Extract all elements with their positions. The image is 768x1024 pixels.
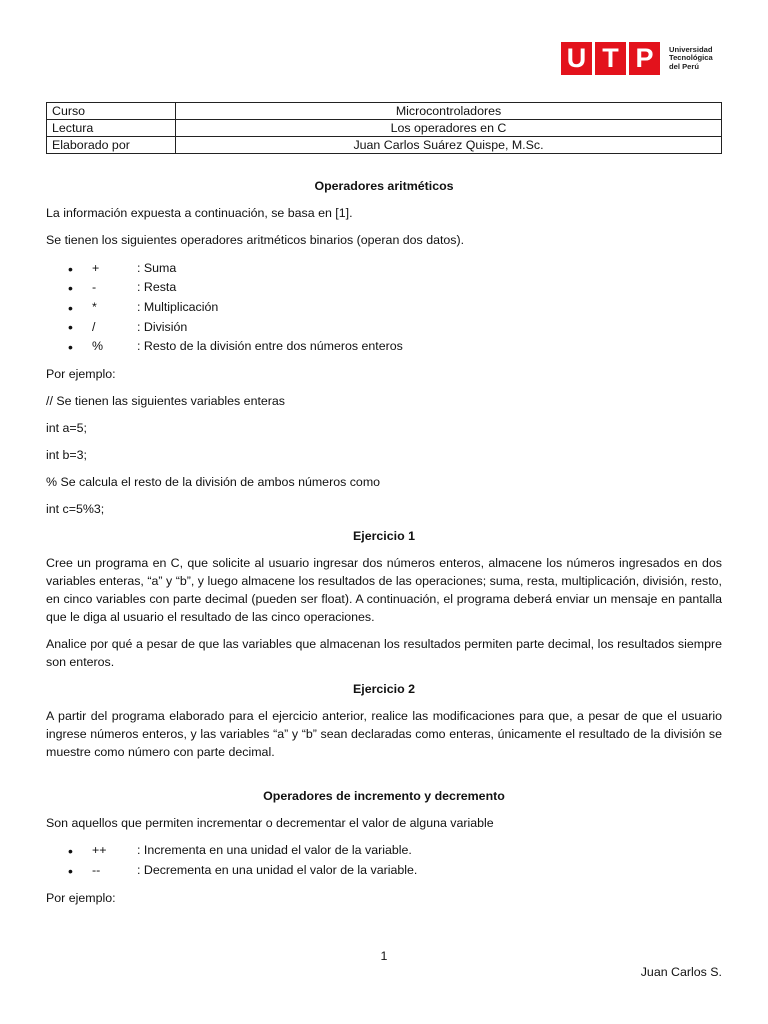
operator-desc: : División bbox=[137, 319, 188, 334]
section-heading: Operadores aritméticos bbox=[314, 179, 454, 193]
list-item bbox=[46, 259, 722, 279]
document-body bbox=[46, 178, 722, 917]
code-line: int b=3; bbox=[46, 447, 87, 462]
operator-symbol: / bbox=[92, 319, 96, 334]
list-item bbox=[46, 298, 722, 318]
paragraph: Por ejemplo: bbox=[46, 890, 116, 905]
table-row bbox=[47, 120, 722, 137]
info-label: Elaborado por bbox=[47, 137, 176, 154]
increment-operators-list bbox=[46, 842, 722, 881]
code-line: % Se calcula el resto de la división de ambos números como bbox=[46, 474, 381, 489]
operator-desc: : Resto de la división entre dos números enteros bbox=[137, 339, 403, 354]
footer-author: Juan Carlos S. bbox=[640, 965, 722, 979]
info-label: Lectura bbox=[47, 120, 176, 137]
logo-university-name bbox=[669, 46, 713, 72]
code-line: int c=5%3; bbox=[46, 501, 105, 516]
operator-desc: : Incrementa en una unidad el valor de la variable. bbox=[137, 843, 412, 858]
logo-letter-p: P bbox=[629, 42, 660, 75]
bullet-icon: • bbox=[68, 843, 73, 860]
operator-desc: : Decrementa en una unidad el valor de la variable. bbox=[137, 863, 418, 878]
course-info-table bbox=[46, 102, 722, 154]
operator-symbol: + bbox=[92, 260, 100, 275]
operator-desc: : Multiplicación bbox=[137, 299, 219, 314]
bullet-icon: • bbox=[68, 338, 73, 355]
bullet-icon: • bbox=[68, 260, 73, 277]
section-heading: Operadores de incremento y decremento bbox=[263, 788, 505, 803]
paragraph: Cree un programa en C, que solicite al usuario ingresar dos números enteros, almacene los números ingresados en dos variables enteras, “a” y “b”, y luego almacene los resultados de las operaciones; suma, resta, multiplicación, división, resto, en cinco variables con parte decimal (pueden ser float). A continuación, el programa deberá enviar un mensaje en pantalla que le diga al usuario el resultado de las cinco operaciones. bbox=[46, 555, 722, 624]
info-label: Curso bbox=[47, 103, 176, 120]
bullet-icon: • bbox=[68, 280, 73, 297]
operator-desc: : Resta bbox=[137, 280, 177, 295]
code-line: // Se tienen las siguientes variables enteras bbox=[46, 393, 286, 408]
bullet-icon: • bbox=[68, 862, 73, 879]
paragraph: Por ejemplo: bbox=[46, 366, 116, 381]
logo-letter-t: T bbox=[595, 42, 626, 75]
operator-symbol: -- bbox=[92, 863, 101, 878]
code-line: int a=5; bbox=[46, 420, 87, 435]
paragraph: Analice por qué a pesar de que las variables que almacenan los resultados permiten parte decimal, los resultados siempre son enteros. bbox=[46, 636, 722, 669]
info-value: Los operadores en C bbox=[176, 120, 722, 137]
table-row bbox=[47, 137, 722, 154]
page-number: 1 bbox=[380, 949, 388, 963]
table-row bbox=[47, 103, 722, 120]
bullet-icon: • bbox=[68, 319, 73, 336]
operator-desc: : Suma bbox=[137, 260, 177, 275]
list-item bbox=[46, 318, 722, 338]
info-value: Juan Carlos Suárez Quispe, M.Sc. bbox=[176, 137, 722, 154]
logo-name-line: Universidad bbox=[669, 44, 713, 54]
operator-symbol: ++ bbox=[92, 843, 107, 858]
paragraph: A partir del programa elaborado para el ejercicio anterior, realice las modificaciones para que, a pesar de que el usuario ingrese números enteros, y las variables “a” y “b” sean declaradas como enteras, únicamente el resultado de la división se muestre como número con parte decimal. bbox=[46, 708, 722, 759]
list-item bbox=[46, 842, 722, 862]
info-value: Microcontroladores bbox=[176, 103, 722, 120]
logo-name-line: del Perú bbox=[669, 61, 699, 71]
bullet-icon: • bbox=[68, 299, 73, 316]
operator-symbol: % bbox=[92, 339, 104, 354]
list-item bbox=[46, 337, 722, 357]
exercise-heading: Ejercicio 1 bbox=[353, 528, 415, 543]
logo-letter-u: U bbox=[561, 42, 592, 75]
paragraph: Son aquellos que permiten incrementar o decrementar el valor de alguna variable bbox=[46, 815, 494, 830]
operator-symbol: * bbox=[92, 299, 97, 314]
utp-logo bbox=[561, 42, 713, 75]
paragraph: Se tienen los siguientes operadores aritméticos binarios (operan dos datos). bbox=[46, 232, 465, 247]
operator-symbol: - bbox=[92, 280, 97, 295]
list-item bbox=[46, 861, 722, 881]
exercise-heading: Ejercicio 2 bbox=[353, 681, 415, 696]
arithmetic-operators-list bbox=[46, 259, 722, 357]
logo-name-line: Tecnológica bbox=[669, 53, 713, 63]
list-item bbox=[46, 279, 722, 299]
paragraph: La información expuesta a continuación, se basa en [1]. bbox=[46, 205, 353, 220]
